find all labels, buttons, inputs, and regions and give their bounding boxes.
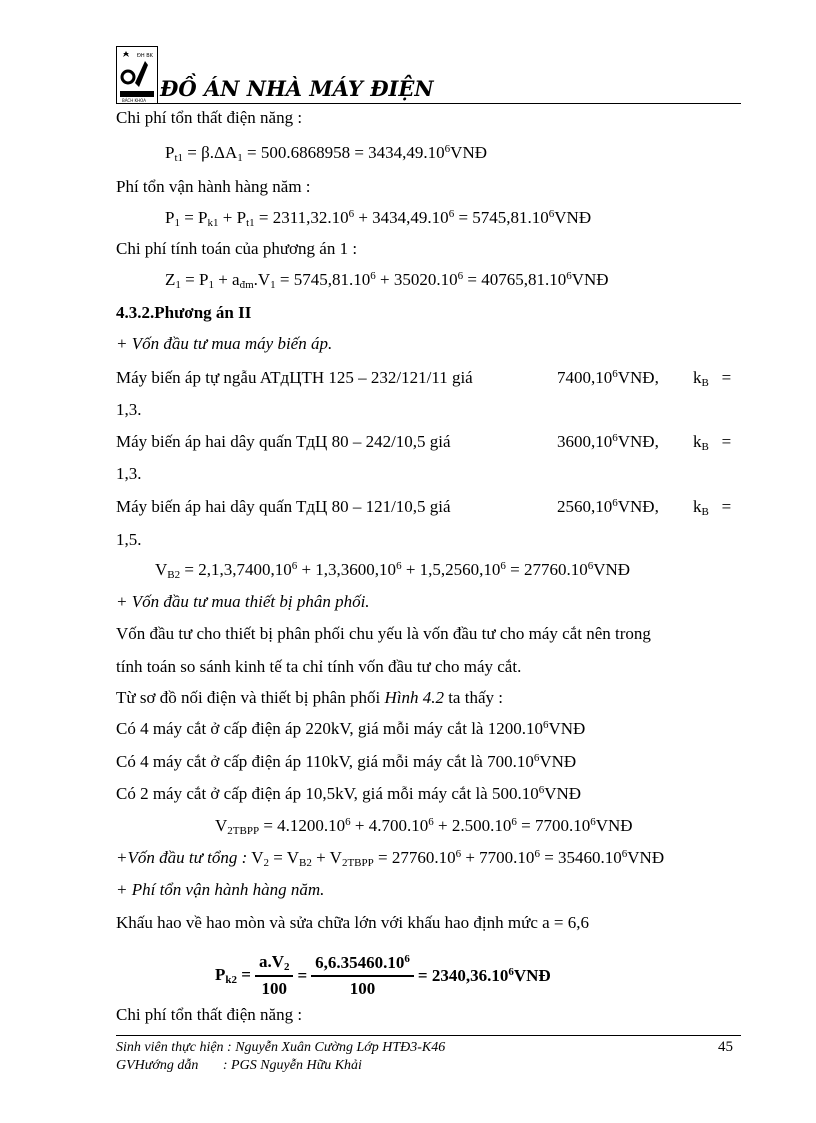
footer-rule — [116, 1035, 741, 1036]
formula-v2tbpp: $V_{2TBPP} = 4.1200.10^6 + 4.700.10^6 + 2.500.10^6$ = $7700.10^6VNĐ$ — [215, 816, 633, 837]
breaker-line-220: Có 4 máy cắt ở cấp điện áp 220kV, giá mỗi máy cắt là 1200.10$^6$VNĐ — [116, 719, 586, 738]
breaker-line-10: Có 2 máy cắt ở cấp điện áp 10,5kV, giá mỗi máy cắt là 500.10$^6$VNĐ — [116, 784, 582, 803]
university-logo — [116, 46, 158, 104]
logo-bottom-text: BÁCH KHOA — [122, 98, 146, 103]
footer-advisor: GVHướng dẫn : PGS Nguyễn Hữu Khải — [116, 1058, 362, 1073]
transformer-row-1 — [116, 368, 473, 388]
fraction-denominator: 100 — [349, 978, 376, 998]
transformer-row-2 — [116, 432, 451, 452]
transformer-k-3: $k_B$ = — [693, 497, 732, 518]
paragraph-line — [116, 688, 503, 708]
transformer-price-1: 7400,10$^6$VNĐ, — [557, 368, 659, 387]
breaker-line-110: Có 4 máy cắt ở cấp điện áp 110kV, giá mỗi máy cắt là 700.10$^6$VNĐ — [116, 752, 577, 771]
transformer-desc: Máy biến áp hai dây quấn TдЦ 80 – 242/10,5 giá — [116, 432, 451, 451]
paragraph-line: Khấu hao về hao mòn và sửa chữa lớn với khấu hao định mức a = 6,6 — [116, 913, 590, 932]
transformer-k-value: 1,3. — [116, 400, 142, 419]
formula-p1: $P_1 = P_{k1} + P_{t1} = 2311,32.10^6 + 3434,49.10^6$ = $5745,81.10^6VNĐ$ — [165, 208, 592, 229]
formula-pt1: $P_{t1} = \beta.\Delta A_1 = 500.6868958$ = $3434,49.10^6VNĐ$ — [165, 143, 488, 164]
bullet-item: + Phí tổn vận hành hàng năm. — [116, 880, 325, 899]
transformer-k-2: $k_B$ = — [693, 432, 732, 453]
paragraph-line: Vốn đầu tư cho thiết bị phân phối chu yếu là vốn đầu tư cho máy cắt nên trong — [116, 624, 651, 643]
formula-z1: $Z_1 = P_1 + a_{đm}.V_1 = 5745,81.10^6 + 35020.10^6$ = $40765,81.10^6VNĐ$ — [165, 270, 609, 291]
total-label: +Vốn đầu tư tổng : — [116, 848, 248, 867]
transformer-price-3: 2560,10$^6$VNĐ, — [557, 497, 659, 516]
transformer-price-2: 3600,10$^6$VNĐ, — [557, 432, 659, 451]
paragraph-line: tính toán so sánh kinh tế ta chỉ tính vốn đầu tư cho máy cắt. — [116, 657, 522, 676]
formula-pk2: $P_{k2}$ = $\frac{a.V_2}{100}$ = $\frac{6,6.35460.10^6}{100}$ = $2340,36.10^6VNĐ$ — [215, 952, 551, 998]
text-line: Chi phí tổn thất điện năng : — [116, 1005, 303, 1024]
section-heading: 4.3.2.Phương án II — [116, 303, 252, 322]
logo-top-text: ĐH BK — [137, 53, 153, 59]
formula-total: +Vốn đầu tư tổng : $V_2 = V_{B2} + V_{2TBPP} = 27760.10^6 + 7700.10^6$ = $35460.10^6VNĐ$ — [116, 848, 665, 869]
formula-vb2: $V_{B2} = 2,1,3,7400,10^6 + 1,3,3600,10^6 + 1,5,2560,10^6$ = $27760.10^6VNĐ$ — [155, 560, 631, 581]
fraction-2 — [311, 953, 414, 999]
transformer-row-3 — [116, 497, 451, 517]
footer-student: Sinh viên thực hiện : Nguyễn Xuân Cường Lớp HTĐ3-K46 — [116, 1040, 446, 1055]
transformer-k-1: $k_B$ = — [693, 368, 732, 389]
fraction-numerator: $a.V_2$ — [255, 952, 294, 977]
page-number: 45 — [718, 1039, 733, 1055]
bullet-item: + Vốn đầu tư mua máy biến áp. — [116, 334, 333, 353]
formula-rhs: = $2340,36.10^6VNĐ$ — [417, 965, 551, 985]
transformer-k-value: 1,3. — [116, 464, 142, 483]
text-line: Chi phí tính toán của phương án 1 : — [116, 239, 358, 258]
fraction-numerator: 6,6.35460.10$^6$ — [311, 953, 414, 977]
text-line: Phí tổn vận hành hàng năm : — [116, 177, 311, 196]
header-rule — [116, 103, 741, 104]
document-header-title: ĐỒ ÁN NHÀ MÁY ĐIỆN — [160, 76, 434, 101]
fraction-denominator: 100 — [261, 979, 287, 998]
figure-reference: Hình 4.2 — [384, 688, 444, 707]
text-span: Từ sơ đồ nối điện và thiết bị phân phối — [116, 688, 385, 707]
transformer-desc: Máy biến áp tự ngẫu ATдЦTH 125 – 232/121/11 giá — [116, 368, 473, 387]
transformer-desc: Máy biến áp hai dây quấn TдЦ 80 – 121/10,5 giá — [116, 497, 451, 516]
transformer-k-value: 1,5. — [116, 530, 142, 549]
text-line: Chi phí tổn thất điện năng : — [116, 108, 303, 127]
fraction-1 — [255, 952, 294, 999]
formula-lhs: $P_{k2}$ = — [215, 965, 251, 986]
text-span: ta thấy : — [443, 688, 503, 707]
bullet-item: + Vốn đầu tư mua thiết bị phân phối. — [116, 592, 370, 611]
